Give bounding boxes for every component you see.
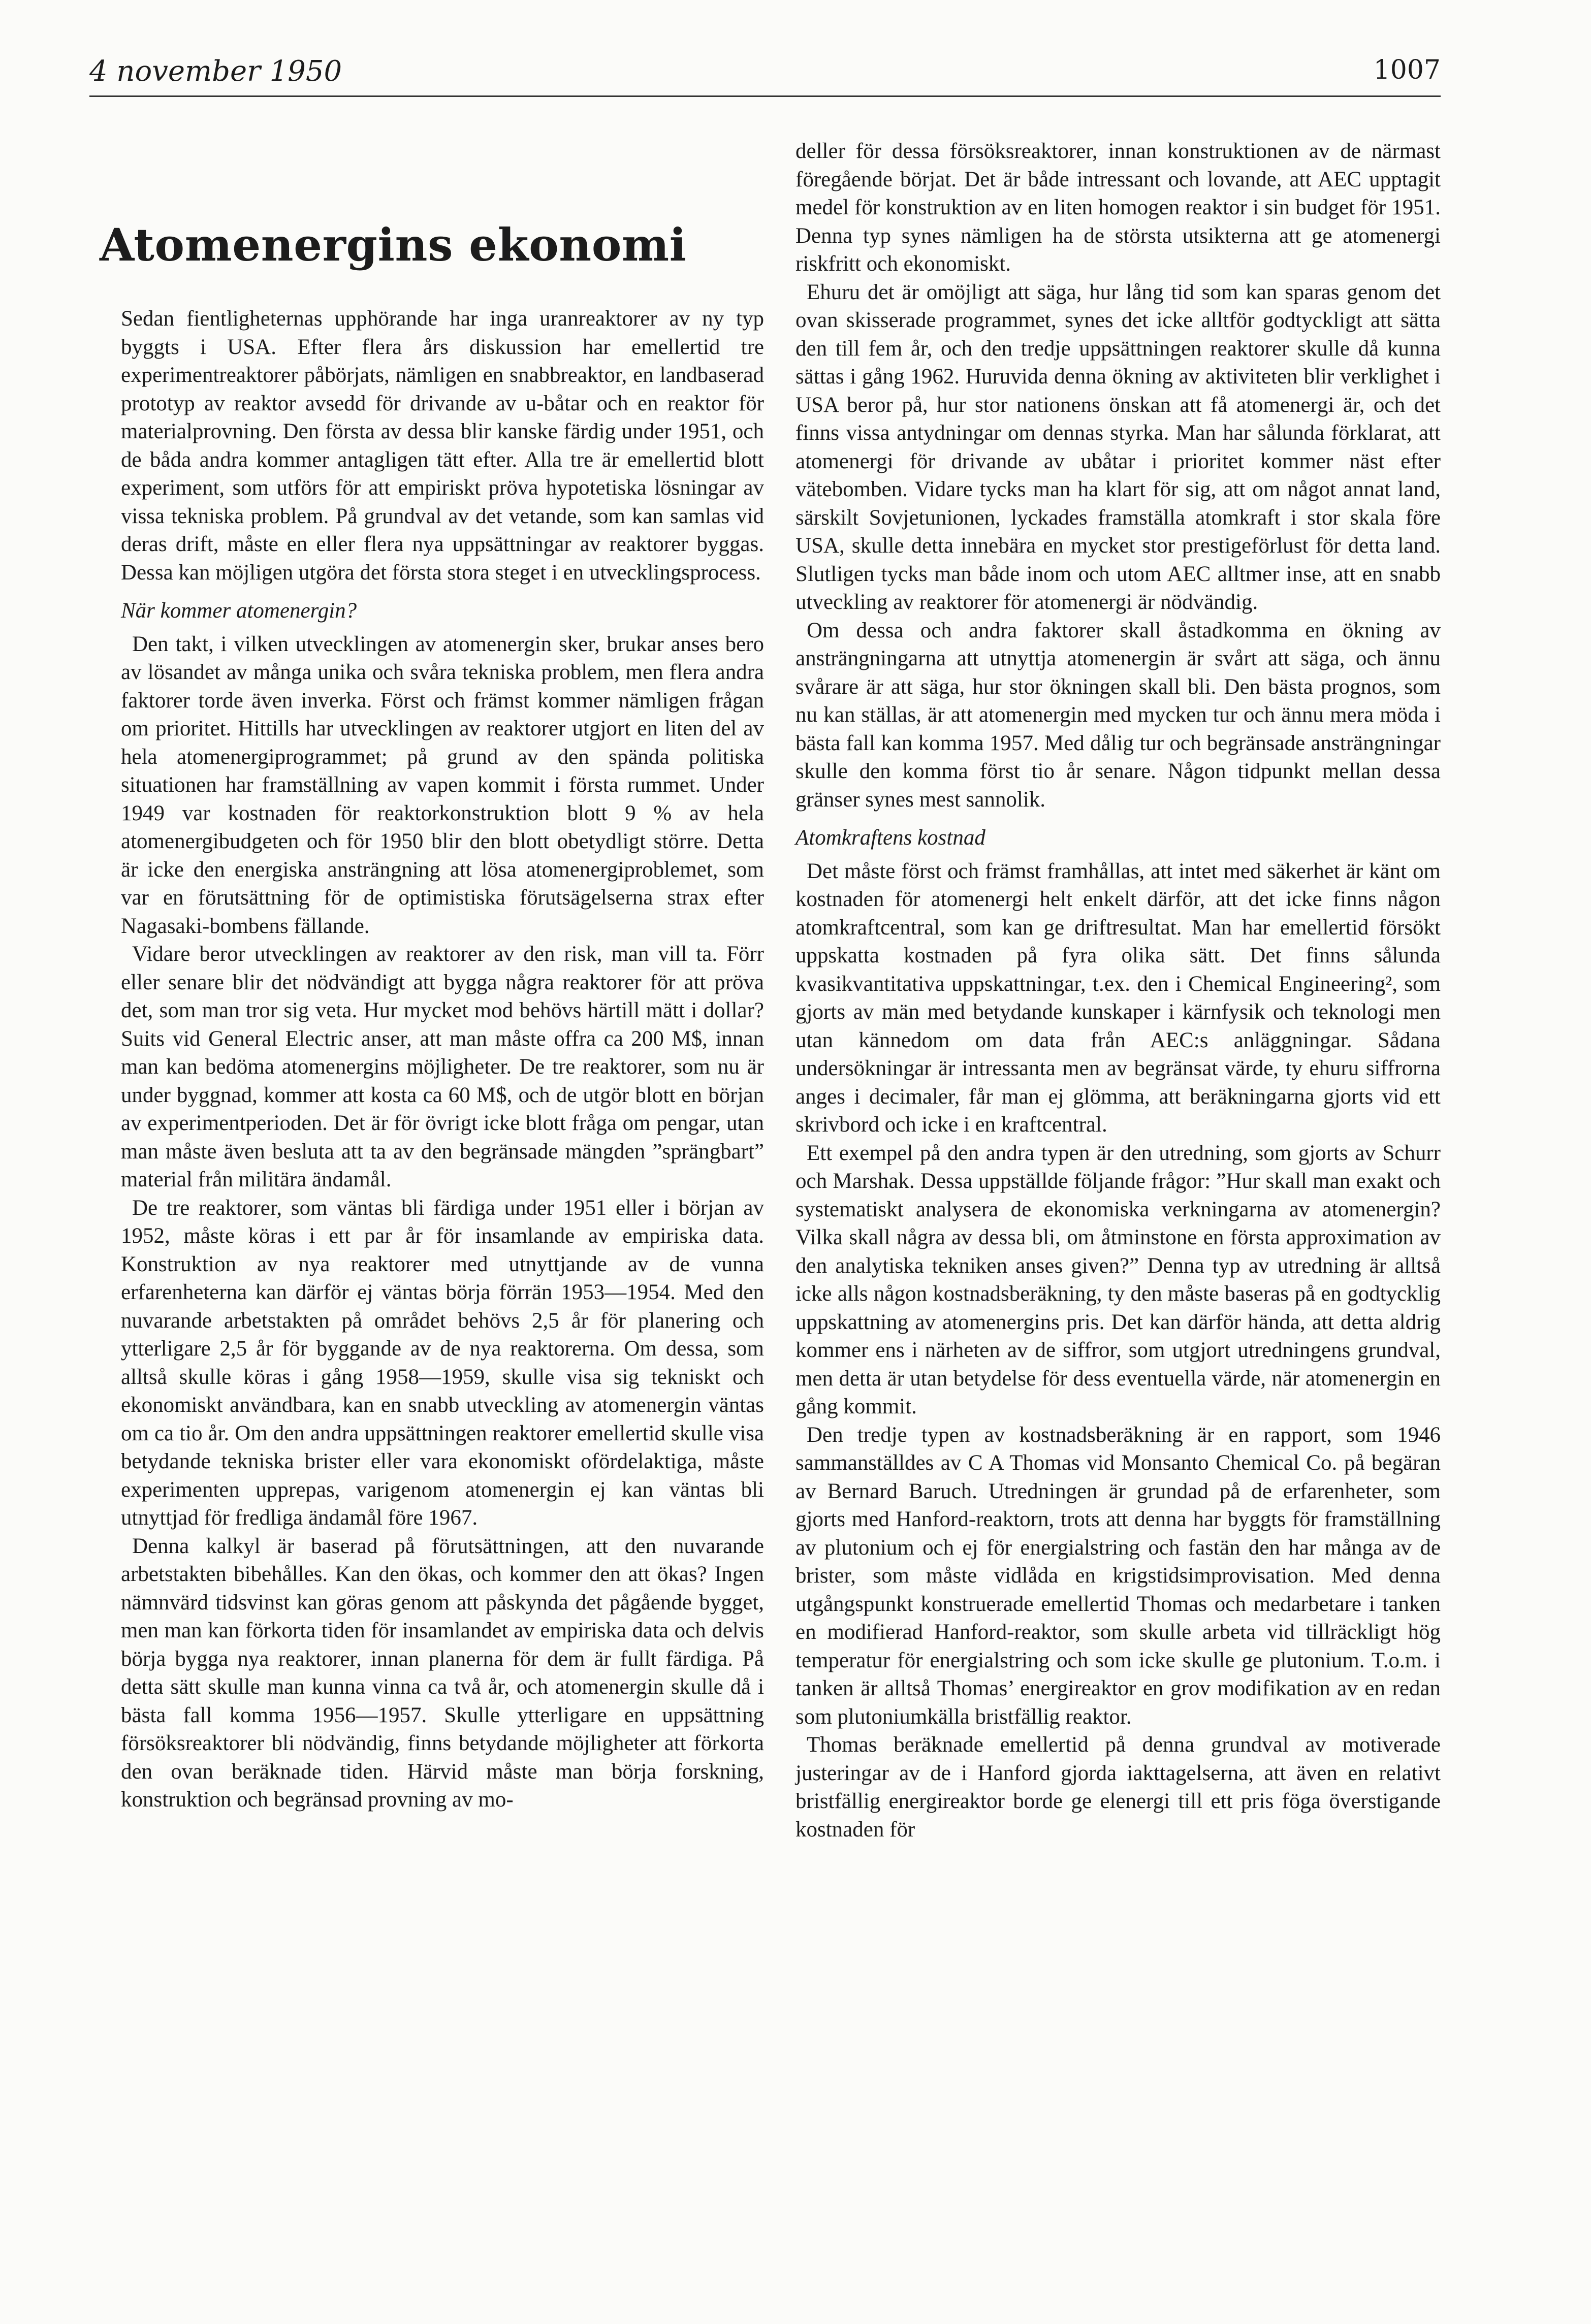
article-title: Atomenergins ekonomi <box>100 218 687 271</box>
paragraph: Ehuru det är omöjligt att säga, hur lång tid som kan sparas genom det ovan skisserade programmet, synes det icke alltför godtyckligt att sätta den till fem år, och den tredje uppsättningen reaktorer skulle då kunna sättas i gång 1962. Huruvida denna ökning av aktiviteten blir verklighet i USA beror på, hur stor nationens önskan att få atomenergi är, och det finns vissa antydningar om dennas styrka. Man har sålunda förklarat, att atomenergi för drivande av ubåtar i prioritet kommer näst efter vätebomben. Vidare tycks man ha klart för sig, att om något annat land, särskilt Sovjetunionen, lyckades framställa atomkraft i stor skala före USA, skulle detta innebära en mycket stor prestigeförlust för detta land. Slutligen tycks man både inom och utom AEC alltmer inse, att en snabb utveckling av reaktorer för atomenergi är nödvändig. <box>796 280 1441 614</box>
paragraph: deller för dessa försöksreaktorer, innan konstruktionen av de närmast föregående börjat. Det är både intressant och lovande, att AEC upptagit medel för konstruktion av en liten homogen reaktor i sin budget för 1951. Denna typ synes nämligen ha de största utsikterna att ge atomenergi riskfritt och ekonomiskt. <box>796 139 1441 276</box>
paragraph: Det måste först och främst framhållas, att intet med säkerhet är känt om kostnaden för atomenergi helt enkelt därför, att det icke finns någon atomkraftcentral, som kan ge driftresultat. Man har emellertid försökt uppskatta kostnaden på fyra olika sätt. Det finns sålunda kvasikvantitativa uppskattningar, t.ex. den i Chemical Engineering², som gjorts av män med betydande kunskaper i kärnfysik och teknologi men utan kännedom om data från AEC:s anläggningar. Sådana undersökningar är intressanta men av begränsat värde, ty ehuru siffrorna anges i decimaler, får man ej glömma, att beräkningarna gjorts vid ett skrivbord och icke i en kraftcentral. <box>796 859 1441 1137</box>
left-column <box>121 305 764 1814</box>
paragraph: Thomas beräknade emellertid på denna grundval av motiverade justeringar av de i Hanford gjorda iakttagelserna, att även en relativt bristfällig energireaktor borde ge elenergi till ett pris föga överstigande kostnaden för <box>796 1733 1441 1842</box>
page-header <box>89 55 1441 97</box>
header-date: 4 november 1950 <box>89 55 342 88</box>
paragraph: Vidare beror utvecklingen av reaktorer av den risk, man vill ta. Förr eller senare blir det nödvändigt att bygga några reaktorer för att pröva det, som man tror sig veta. Hur mycket mod behövs härtill mätt i dollar? Suits vid General Electric anser, att man måste offra ca 200 M$, innan man kan bedöma atomenergins möjligheter. De tre reaktorer, som nu är under byggnad, kommer att kosta ca 60 M$, och de utgör blott en början av experimentperioden. Det är för övrigt icke blott fråga om pengar, utan man måste även besluta att ta av den begränsade mängden ”sprängbart” material från militära ändamål. <box>121 942 764 1191</box>
section-heading: Atomkraftens kostnad <box>796 826 985 850</box>
page-number: 1007 <box>1373 55 1441 85</box>
paragraph: Den tredje typen av kostnadsberäkning är en rapport, som 1946 sammanställdes av C A Thomas vid Monsanto Chemical Co. på begäran av Bernard Baruch. Utredningen är grundad på de erfarenheter, som gjorts med Hanford-reaktorn, trots att denna har byggts för framställning av plutonium och ej för energialstring och fastän den har många av de brister, som måste vidlåda en krigstidsimprovisation. Med denna utgångspunkt konstruerade emellertid Thomas och medarbetare i tanken en modifierad Hanford-reaktor, som skulle arbeta vid tillräckligt hög temperatur för energialstring och som icke skulle ge plutonium. T.o.m. i tanken är alltså Thomas’ energireaktor en grov modifikation av en redan som plutoniumkälla bristfällig reaktor. <box>796 1423 1441 1729</box>
paragraph: Denna kalkyl är baserad på förutsättningen, att den nuvarande arbetstakten bibehålles. Kan den ökas, och kommer den att ökas? Ingen nämnvärd tidsvinst kan göras genom att påskynda det pågående bygget, men man kan förkorta tiden för insamlandet av empiriska data och delvis börja bygga nya reaktorer, innan planerna för dem är fullt färdiga. På detta sätt skulle man kunna vinna ca två år, och atomenergin skulle då i bästa fall komma 1956—1957. Skulle ytterligare en uppsättning försöksreaktorer bli nödvändig, finns betydande möjligheter att förkorta den ovan beräknade tiden. Härvid måste man börja forskning, konstruktion och begränsad provning av mo- <box>121 1534 764 1812</box>
paragraph: Den takt, i vilken utvecklingen av atomenergin sker, brukar anses bero av lösandet av många unika och svåra tekniska problem, men flera andra faktorer torde även inverka. Först och främst kommer nämligen frågan om prioritet. Hittills har utvecklingen av reaktorer utgjort en liten del av hela atomenergiprogrammet; på grund av den spända politiska situationen har framställning av vapen kommit i första rummet. Under 1949 var kostnaden för reaktorkonstruktion blott 9 % av hela atomenergibudgeten och för 1950 blir den blott obetydligt större. Detta är icke den energiska ansträngning att lösa atomenergiproblemet, som var en förutsättning för de optimistiska förutsägelserna strax efter Nagasaki-bombens fällande. <box>121 632 764 938</box>
right-column <box>796 137 1441 1844</box>
section-heading: När kommer atomenergin? <box>121 599 357 623</box>
paragraph: Om dessa och andra faktorer skall åstadkomma en ökning av ansträngningarna att utnyttja atomenergin är svårt att säga, och ännu svårare är att säga, hur stor ökningen skall bli. Den bästa prognos, som nu kan ställas, är att atomenergin med mycken tur och ännu mera möda i bästa fall kan komma 1957. Med dålig tur och begränsade ansträngningar skulle den komma först tio år senare. Någon tidpunkt mellan dessa gränser synes mest sannolik. <box>796 618 1441 812</box>
paragraph: Sedan fientligheternas upphörande har inga uranreaktorer av ny typ byggts i USA. Efter flera års diskussion har emellertid tre experimentreaktorer påbörjats, nämligen en snabbreaktor, en landbaserad prototyp av reaktor avsedd för drivande av u-båtar och en reaktor för materialprovning. Den första av dessa blir kanske färdig under 1951, och de båda andra kommer antagligen tätt efter. Alla tre är emellertid blott experiment, som utförs för att empiriskt pröva hypotetiska lösningar av vissa tekniska problem. På grundval av det vetande, som kan samlas vid deras drift, måste en eller flera nya uppsättningar av reaktorer byggas. Dessa kan möjligen utgöra det första stora steget i en utvecklingsprocess. <box>121 307 764 585</box>
paragraph: De tre reaktorer, som väntas bli färdiga under 1951 eller i början av 1952, måste köras i ett par år för insamlande av empiriska data. Konstruktion av nya reaktorer med utnyttjande av de vunna erfarenheterna kan därför ej väntas börja förrän 1953—1954. Med den nuvarande arbetstakten på området behövs 2,5 år för planering och ytterligare 2,5 år för byggande av de nya reaktorerna. Om dessa, som alltså skulle köras i gång 1958—1959, skulle visa sig tekniskt och ekonomiskt användbara, kan en snabb utveckling av atomenergin väntas om ca tio år. Om den andra uppsättningen reaktorer emellertid skulle visa betydande tekniska brister eller vara ekonomiskt ofördelaktiga, måste experimenten upprepas, varigenom atomenergin ej kan väntas bli utnyttjad för fredliga ändamål före 1967. <box>121 1196 764 1530</box>
paragraph: Ett exempel på den andra typen är den utredning, som gjorts av Schurr och Marshak. Dessa uppställde följande frågor: ”Hur skall man exakt och systematiskt analysera de ekonomiska verkningarna av atomenergin? Vilka skall några av dessa bli, om åtminstone en första approximation av den analytiska tekniken anses given?” Denna typ av utredning är alltså icke alls någon kostnadsberäkning, ty den måste baseras på en godtycklig uppskattning av atomenergins pris. Det kan därför hända, att detta aldrig kommer ens i närheten av de siffror, som utgjort utredningens grundval, men detta är utan betydelse för dess eventuella värde, när atomenergin en gång kommit. <box>796 1141 1441 1418</box>
